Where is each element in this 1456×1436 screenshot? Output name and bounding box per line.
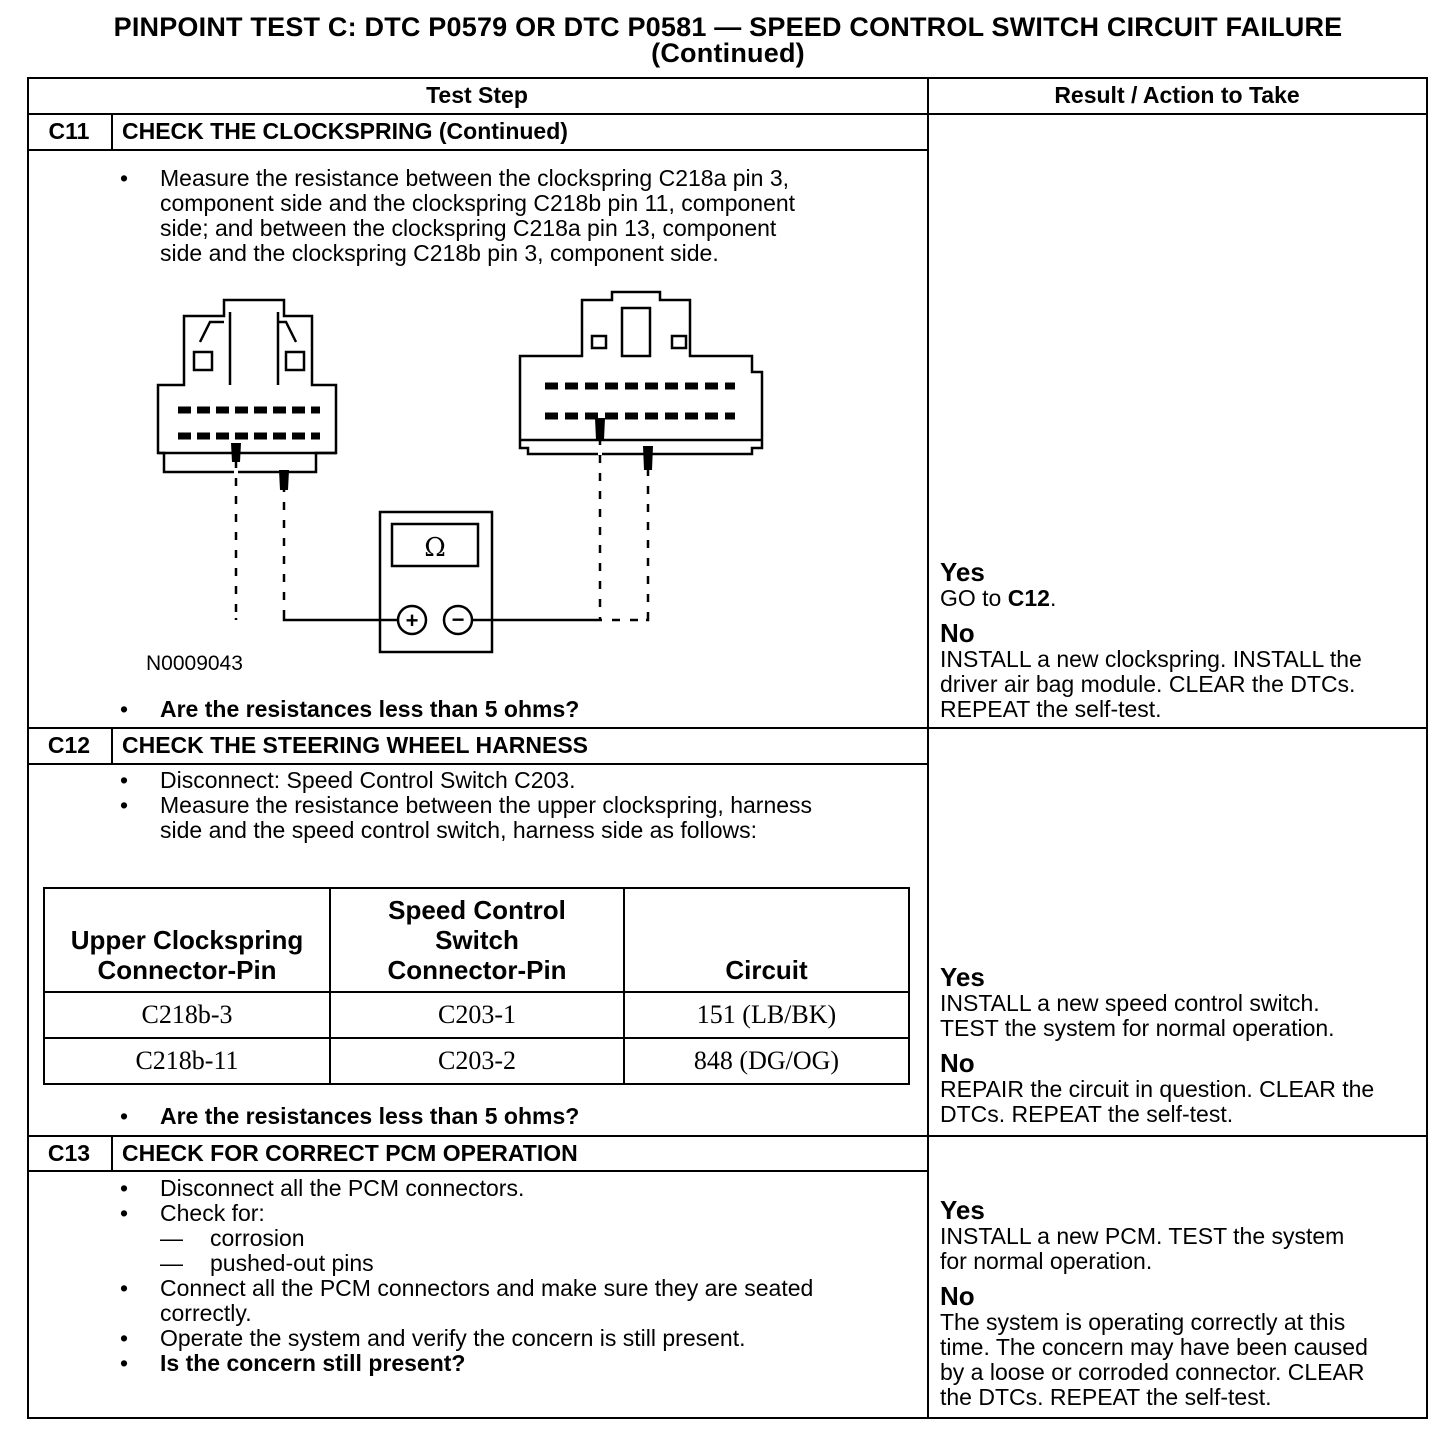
no-label: No bbox=[940, 618, 975, 648]
table-row bbox=[44, 1038, 909, 1084]
right-latch-slot bbox=[622, 308, 650, 356]
yes-label: Yes bbox=[940, 1195, 985, 1225]
table-row bbox=[44, 992, 909, 1038]
right-connector-outline bbox=[520, 292, 762, 454]
c11-results bbox=[940, 558, 1362, 722]
bullet: • bbox=[120, 1275, 129, 1301]
yes-label: Yes bbox=[940, 557, 985, 587]
c12-yes-action: INSTALL a new speed control switch. TEST the system for normal operation. bbox=[940, 990, 1335, 1041]
bullet: • bbox=[120, 165, 129, 191]
bullet: • bbox=[120, 1103, 129, 1129]
c11-no-action: INSTALL a new clockspring. INSTALL the driver air bag module. CLEAR the DTCs. REPEAT the self-test. bbox=[940, 646, 1362, 722]
header-result: Result / Action to Take bbox=[1054, 82, 1300, 108]
step-title-c12: CHECK THE STEERING WHEEL HARNESS bbox=[122, 732, 589, 758]
yes-label: Yes bbox=[940, 962, 985, 992]
bullet: • bbox=[120, 767, 129, 793]
plus-sign: + bbox=[405, 608, 419, 633]
table-cell: 848 (DG/OG) bbox=[624, 1038, 909, 1084]
c13-no-action: The system is operating correctly at this time. The concern may have been caused by a loose or corroded connector. CLEAR the DTCs. REPEAT the self-test. bbox=[940, 1309, 1368, 1410]
right-latch-window bbox=[672, 336, 686, 348]
dash: — bbox=[160, 1225, 183, 1251]
col-header-switch: Speed Control Switch Connector-Pin bbox=[330, 888, 624, 992]
c13-connect: Connect all the PCM connectors and make sure they are seated correctly. bbox=[160, 1275, 814, 1326]
step-title-c11: CHECK THE CLOCKSPRING (Continued) bbox=[122, 118, 568, 144]
c13-check-corrosion: corrosion bbox=[210, 1225, 305, 1251]
no-label: No bbox=[940, 1281, 975, 1311]
page-subtitle: (Continued) bbox=[651, 38, 805, 68]
bullet: • bbox=[120, 792, 129, 818]
left-connector-outline bbox=[158, 300, 336, 472]
left-connector-inner bbox=[200, 312, 296, 385]
c13-results bbox=[940, 1196, 1368, 1410]
figure-id: N0009043 bbox=[146, 652, 243, 675]
c13-disconnect: Disconnect all the PCM connectors. bbox=[160, 1175, 525, 1201]
step-id-c11: C11 bbox=[48, 118, 90, 144]
probe-tip bbox=[231, 443, 241, 462]
header-rule bbox=[27, 113, 1428, 115]
col-header-clockspring: Upper Clockspring Connector-Pin bbox=[44, 888, 330, 992]
c12-id-divider bbox=[111, 727, 113, 764]
bullet: • bbox=[120, 1200, 129, 1226]
c12-disconnect: Disconnect: Speed Control Switch C203. bbox=[160, 767, 576, 793]
c13-id-divider bbox=[111, 1135, 113, 1171]
pin-circuit-table bbox=[43, 887, 910, 1085]
step-title-c13: CHECK FOR CORRECT PCM OPERATION bbox=[122, 1140, 578, 1166]
clockspring-resistance-diagram bbox=[120, 280, 920, 700]
col-header-circuit: Circuit bbox=[624, 888, 909, 992]
c12-no-action: REPAIR the circuit in question. CLEAR the DTCs. REPEAT the self-test. bbox=[940, 1076, 1375, 1127]
column-divider bbox=[927, 77, 929, 1419]
dash: — bbox=[160, 1250, 183, 1276]
c12-top-rule bbox=[27, 727, 1428, 729]
c11-id-divider bbox=[111, 113, 113, 150]
c11-yes-action: GO to C12. bbox=[940, 585, 1057, 611]
c13-top-rule bbox=[27, 1135, 1428, 1137]
right-pin-rows bbox=[545, 386, 735, 416]
right-latch-window bbox=[592, 336, 606, 348]
left-pin-rows bbox=[178, 410, 320, 436]
table-cell: C218b-11 bbox=[44, 1038, 330, 1084]
bullet: • bbox=[120, 696, 129, 722]
page-title: PINPOINT TEST C: DTC P0579 OR DTC P0581 — SPEED CONTROL SWITCH CIRCUIT FAILURE bbox=[113, 12, 1343, 42]
c13-check-for: Check for: bbox=[160, 1200, 265, 1226]
c12-question: Are the resistances less than 5 ohms? bbox=[160, 1103, 580, 1129]
c11-title-rule bbox=[27, 149, 927, 151]
table-cell: C218b-3 bbox=[44, 992, 330, 1038]
c13-title-rule bbox=[27, 1170, 927, 1172]
lead-wire bbox=[472, 432, 648, 620]
c12-instruction: Measure the resistance between the upper clockspring, harness side and the speed control switch, harness side as follows: bbox=[160, 792, 813, 843]
c11-instruction: Measure the resistance between the clockspring C218a pin 3, component side and the clockspring C218b pin 11, component side; and between the clockspring C218a pin 13, component side and the clockspring C218b pin 3, component side. bbox=[160, 165, 796, 266]
left-latch-window bbox=[194, 352, 212, 370]
step-id-c13: C13 bbox=[47, 1140, 91, 1166]
table-cell: C203-1 bbox=[330, 992, 624, 1038]
c13-question: Is the concern still present? bbox=[160, 1350, 466, 1376]
c11-question: Are the resistances less than 5 ohms? bbox=[160, 696, 580, 722]
step-id-c12: C12 bbox=[47, 732, 91, 758]
c13-operate: Operate the system and verify the concern is still present. bbox=[160, 1325, 746, 1351]
header-test-step: Test Step bbox=[426, 82, 528, 108]
table-cell: C203-2 bbox=[330, 1038, 624, 1084]
c13-yes-action: INSTALL a new PCM. TEST the system for normal operation. bbox=[940, 1223, 1345, 1274]
probe-tip bbox=[279, 470, 289, 490]
c13-check-pins: pushed-out pins bbox=[210, 1250, 374, 1276]
bullet: • bbox=[120, 1325, 129, 1351]
ohm-symbol: Ω bbox=[424, 533, 446, 563]
probe-tip bbox=[643, 446, 653, 470]
bullet: • bbox=[120, 1350, 129, 1376]
bullet: • bbox=[120, 1175, 129, 1201]
probe-tip bbox=[595, 418, 605, 440]
minus-sign: − bbox=[451, 607, 465, 632]
no-label: No bbox=[940, 1048, 975, 1078]
c12-results bbox=[940, 963, 1374, 1127]
left-latch-window bbox=[286, 352, 304, 370]
table-cell: 151 (LB/BK) bbox=[624, 992, 909, 1038]
c12-title-rule bbox=[27, 763, 927, 765]
